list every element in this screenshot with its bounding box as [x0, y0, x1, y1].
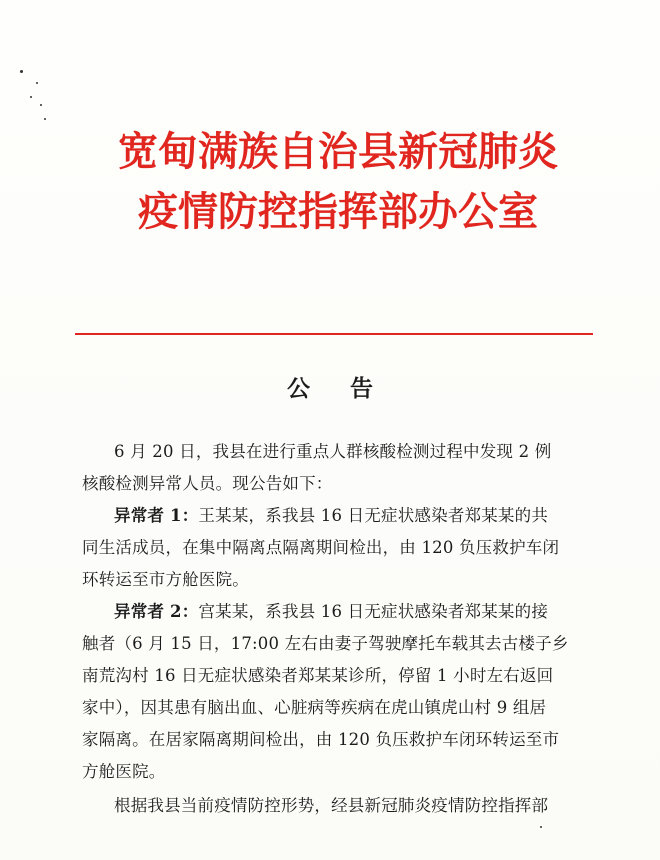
- paragraph-line: 家中），因其患有脑出血、心脏病等疾病在虎山镇虎山村 9 组居: [82, 698, 547, 717]
- scan-speck: [30, 96, 32, 98]
- scan-speck: [36, 82, 38, 84]
- paragraph-line: 触者（6 月 15 日，17:00 左右由妻子驾驶摩托车载其去古楼子乡: [82, 634, 569, 653]
- case1-first-line: [114, 502, 548, 526]
- case1-label: 异常者 1：: [114, 506, 199, 525]
- header-title-line2: 疫情防控指挥部办公室: [138, 188, 538, 235]
- paragraph-line: 南荒沟村 16 日无症状感染者郑某某诊所，停留 1 小时左右返回: [82, 666, 554, 685]
- scan-speck: [20, 70, 23, 73]
- paragraph-line: 方舱医院。: [82, 762, 166, 781]
- scan-speck: [540, 826, 542, 828]
- case2-text: 宫某某，系我县 16 日无症状感染者郑某某的接: [198, 602, 549, 621]
- case2-first-line: [114, 598, 548, 622]
- paragraph-line: 根据我县当前疫情防控形势，经县新冠肺炎疫情防控指挥部: [114, 796, 549, 815]
- scan-speck: [44, 118, 46, 120]
- header-divider: [75, 333, 593, 335]
- paragraph-line: 核酸检测异常人员。现公告如下：: [82, 474, 333, 493]
- case2-label: 异常者 2：: [114, 602, 199, 621]
- paragraph-line: 6 月 20 日，我县在进行重点人群核酸检测过程中发现 2 例: [114, 442, 552, 461]
- paragraph-line: 环转运至市方舱医院。: [82, 570, 249, 589]
- scan-speck: [40, 104, 42, 106]
- paragraph-line: 家隔离。在居家隔离期间检出，由 120 负压救护车闭环转运至市: [82, 730, 560, 749]
- paragraph-line: 同生活成员，在集中隔离点隔离期间检出，由 120 负压救护车闭: [82, 538, 560, 557]
- header-title-line1: 宽甸满族自治县新冠肺炎: [118, 128, 558, 175]
- notice-title-char1: 公: [287, 375, 310, 402]
- notice-title-char2: 告: [350, 375, 373, 402]
- case1-text: 王某某，系我县 16 日无症状感染者郑某某的共: [198, 506, 549, 525]
- notice-title: [0, 370, 660, 403]
